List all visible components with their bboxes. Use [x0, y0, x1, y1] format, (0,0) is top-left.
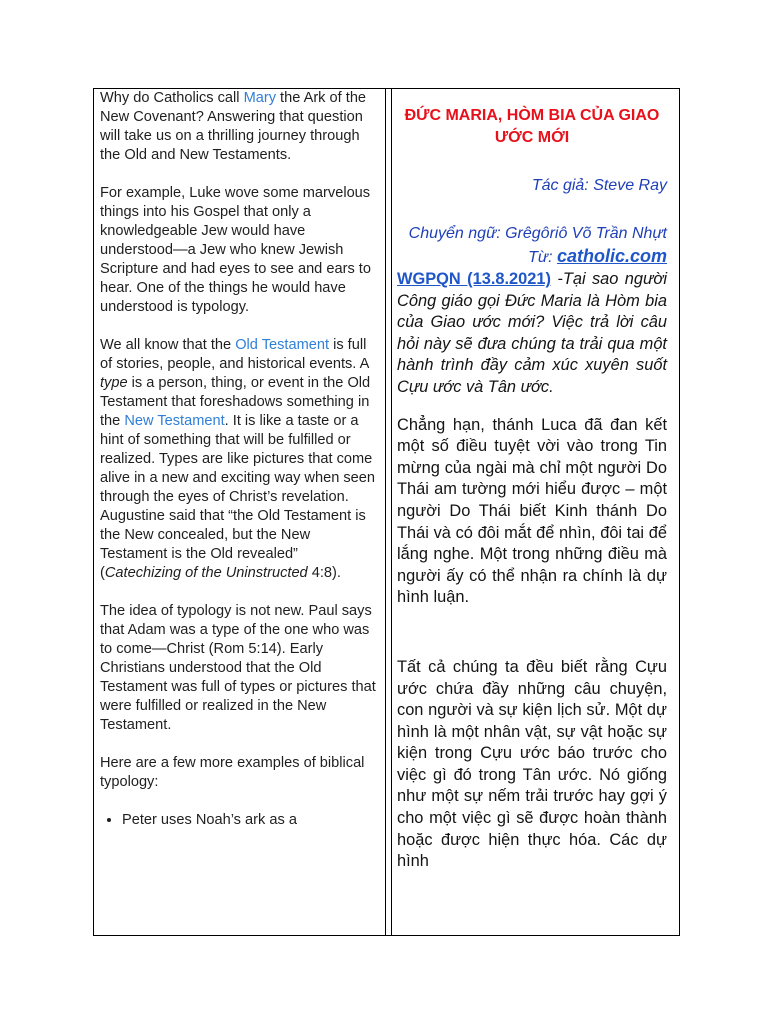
- translator-line: Chuyển ngữ: Grêgôriô Võ Trần Nhựt: [408, 225, 667, 242]
- english-paragraph-4: The idea of typology is not new. Paul says that Adam was a type of the one who was to come—Christ (Rom 5:14). Early Christians understood that the Old Testament was full of types or pictures that were fulfilled or realized in the New Testament.: [100, 603, 376, 733]
- author-line: Tác giả: Steve Ray: [531, 177, 667, 194]
- column-divider: [385, 89, 386, 935]
- article-title: ĐỨC MARIA, HÒM BIA CỦA GIAO ƯỚC MỚI: [404, 107, 660, 146]
- english-paragraph-2: For example, Luke wove some marvelous things into his Gospel that only a knowledgeable Jew would have understood—a Jew who knew Jewish Scripture and had eyes to see and ears to hear. One of the things he would have understood is typology.: [100, 185, 371, 315]
- typology-list: [100, 811, 380, 830]
- old-testament-link[interactable]: Old Testament: [235, 337, 330, 353]
- vietnamese-column: [397, 95, 667, 873]
- two-column-table: [93, 88, 680, 936]
- list-item: • Peter uses Noah’s ark as a: [122, 811, 380, 830]
- source-line: Từ: catholic.com: [528, 246, 667, 266]
- english-paragraph-5: Here are a few more examples of biblical typology:: [100, 755, 365, 790]
- vietnamese-paragraph-1: WGPQN (13.8.2021) -Tại sao người Công giáo gọi Đức Maria là Hòm bia của Giao ước mới? Việc trả lời câu hỏi này sẽ đưa chúng ta trải qua một hành trình đầy cảm xúc xuyên suốt Cựu ước và Tân ước.: [397, 270, 667, 396]
- vietnamese-paragraph-3: Tất cả chúng ta đều biết rằng Cựu ước chứa đầy những câu chuyện, con người và sự kiện lịch sử. Một dự hình là một nhân vật, sự vật hoặc sự kiện trong Cựu ước báo trước cho việc gì đó trong Tân ước. Nó giống như một sự nếm trải trước hay gợi ý cho một việc gì sẽ được hoàn thành hoặc được hiện thực hóa. Các dự hình: [397, 657, 667, 871]
- source-link[interactable]: catholic.com: [556, 246, 667, 266]
- column-divider: [391, 89, 392, 935]
- new-testament-link[interactable]: New Testament: [124, 413, 225, 429]
- wgpqn-link[interactable]: WGPQN (13.8.2021): [397, 270, 551, 288]
- vietnamese-paragraph-2: Chẳng hạn, thánh Luca đã đan kết một số điều tuyệt vời vào trong Tin mừng của ngài mà chỉ một người Do Thái am tường mới hiểu được – một người Do Thái biết Kinh thánh Do Thái và có đôi mắt để nhìn, đôi tai để lắng nghe. Một trong những điều mà người ấy có thể nhận ra chính là dự hình luận.: [397, 415, 667, 607]
- english-paragraph-1: Why do Catholics call Mary the Ark of the New Covenant? Answering that question will take us on a thrilling journey through the Old and New Testaments.: [100, 90, 367, 163]
- english-column: [100, 89, 380, 830]
- english-paragraph-3: We all know that the Old Testament is full of stories, people, and historical events. A type is a person, thing, or event in the Old Testament that foreshadows something in the New Testament. It is like a taste or a hint of something that will be fulfilled or realized. Types are like pictures that come alive in a new and exciting way when seen through the eyes of Christ’s revelation. Augustine said that “the Old Testament is the New concealed, but the New Testament is the Old revealed” (Catechizing of the Uninstructed 4:8).: [100, 337, 376, 581]
- mary-link[interactable]: Mary: [243, 90, 276, 106]
